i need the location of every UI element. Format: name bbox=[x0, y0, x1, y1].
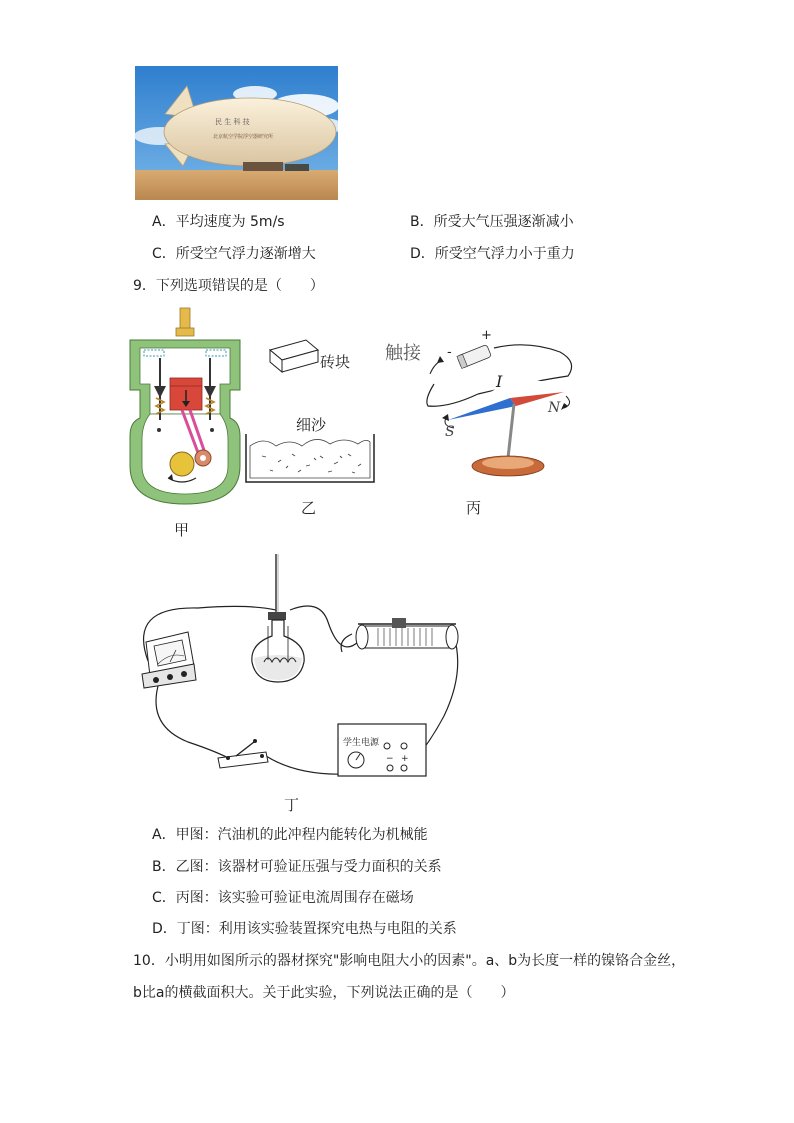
circuit-figure bbox=[128, 546, 468, 796]
south-label: S bbox=[445, 424, 455, 440]
q9-option-b: B．乙图：该器材可验证压强与受力面积的关系 bbox=[152, 859, 442, 875]
touch-label: 触接 bbox=[385, 343, 421, 364]
plus-sign: + bbox=[481, 328, 492, 343]
q10-stem-line1: 10．小明用如图所示的器材探究"影响电阻大小的因素"。a、b为长度一样的镍铬合金丝， bbox=[133, 953, 686, 969]
power-minus-label: − bbox=[386, 754, 394, 764]
q9-stem: 9．下列选项错误的是（ ） bbox=[133, 278, 324, 294]
q9-option-c: C．丙图：该实验可验证电流周围存在磁场 bbox=[152, 890, 414, 906]
q9-option-a: A．甲图：汽油机的此冲程内能转化为机械能 bbox=[152, 827, 428, 843]
power-supply-label: 学生电源 bbox=[343, 738, 380, 748]
minus-sign: - bbox=[447, 345, 452, 360]
q8-option-a: A．平均速度为 5m/s bbox=[152, 214, 285, 230]
figure-yi-caption: 乙 bbox=[301, 499, 317, 517]
q9-option-d: D．丁图：利用该实验装置探究电热与电阻的关系 bbox=[152, 921, 457, 937]
q8-option-b: B．所受大气压强逐渐减小 bbox=[410, 214, 574, 230]
airship-photo bbox=[135, 66, 338, 200]
q8-option-c: C．所受空气浮力逐渐增大 bbox=[152, 246, 316, 262]
svg-text:民 生 科 技: 民 生 科 技 bbox=[215, 118, 250, 126]
engine-figure bbox=[128, 306, 243, 506]
brick-sand-figure bbox=[240, 330, 380, 485]
sand-label: 细沙 bbox=[296, 416, 327, 434]
current-label: I bbox=[496, 372, 503, 391]
north-label: N bbox=[548, 400, 561, 416]
q8-option-d: D．所受空气浮力小于重力 bbox=[410, 246, 575, 262]
power-plus-label: + bbox=[401, 754, 409, 764]
q10-stem-line2: b比a的横截面积大。关于此实验，下列说法正确的是（ ） bbox=[133, 985, 515, 1001]
svg-text:北京航空学院浮空器研究所: 北京航空学院浮空器研究所 bbox=[213, 134, 274, 140]
brick-label: 砖块 bbox=[320, 353, 351, 371]
figure-ding-caption: 丁 bbox=[284, 796, 300, 814]
figure-jia-caption: 甲 bbox=[174, 521, 190, 539]
oersted-figure bbox=[418, 326, 588, 486]
figure-bing-caption: 丙 bbox=[466, 499, 482, 517]
